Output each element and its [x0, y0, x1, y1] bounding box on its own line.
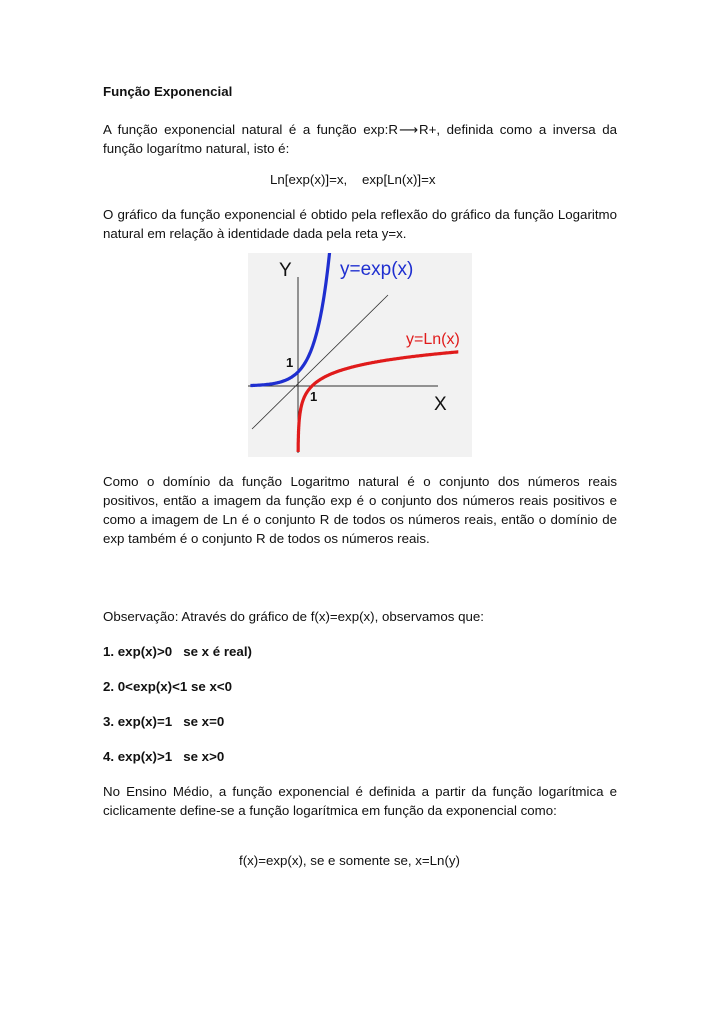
x-axis-label: X	[434, 394, 447, 415]
list-item: 1. exp(x)>0 se x é real)	[103, 644, 252, 659]
y-axis-label: Y	[279, 260, 292, 281]
list-item: 3. exp(x)=1 se x=0	[103, 714, 225, 729]
x-tick-one: 1	[310, 389, 318, 404]
intro-text-end: R+, definida como a inversa da função logarítmo natural, isto é:	[103, 122, 617, 156]
ln-curve-label: y=Ln(x)	[406, 331, 460, 348]
list-item: 4. exp(x)>1 se x>0	[103, 749, 225, 764]
list-item: 2. 0<exp(x)<1 se x<0	[103, 679, 233, 694]
intro-text-start: A função exponencial natural é a função exp:R	[103, 122, 398, 137]
domain-paragraph: Como o domínio da função Logaritmo natural é o conjunto dos números reais positivos, então a imagem da função exp é o conjunto dos números reais positivos e como a imagem de Ln é o conjunto R de todos os números reais, então o domínio de exp também é o conjunto R de todos os números reais.	[103, 474, 617, 546]
observation-line: Observação: Através do gráfico de f(x)=exp(x), observamos que:	[103, 609, 484, 624]
y-tick-one: 1	[286, 355, 294, 370]
exp-curve-label: y=exp(x)	[340, 259, 414, 280]
exp-ln-graph	[248, 253, 472, 457]
reflection-paragraph: O gráfico da função exponencial é obtido pela reflexão do gráfico da função Logaritmo natural em relação à identidade dada pela reta y=x.	[103, 207, 617, 241]
right-arrow-icon: ⟶	[398, 122, 419, 137]
high-school-paragraph: No Ensino Médio, a função exponencial é definida a partir da função logarítmica e ciclicamente define-se a função logarítmica em função da exponencial como:	[103, 784, 617, 818]
intro-paragraph	[103, 120, 617, 158]
identity-formula: Ln[exp(x)]=x, exp[Ln(x)]=x	[270, 172, 436, 187]
page-title: Função Exponencial	[103, 84, 233, 99]
final-formula: f(x)=exp(x), se e somente se, x=Ln(y)	[239, 853, 460, 868]
